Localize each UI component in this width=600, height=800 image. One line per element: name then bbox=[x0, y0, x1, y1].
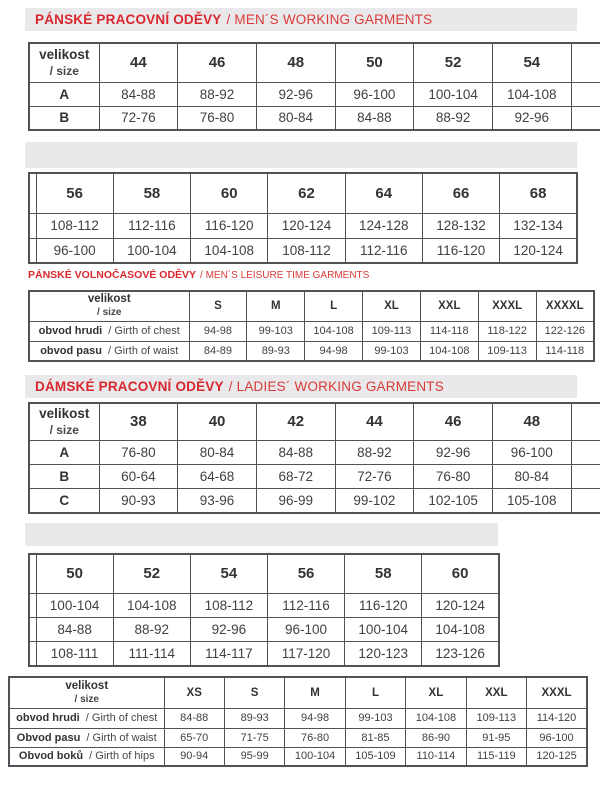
value-cell: 88-92 bbox=[414, 106, 493, 130]
value-cell: 95-99 bbox=[224, 747, 284, 766]
size-col-header: 44 bbox=[335, 403, 414, 440]
value-cell: 116-120 bbox=[345, 593, 422, 617]
size-col-header: L bbox=[345, 677, 405, 708]
measure-czech: obvod hrudi bbox=[38, 325, 103, 337]
size-label-english: / size bbox=[74, 693, 99, 705]
measure-czech: obvod pasu bbox=[40, 344, 102, 357]
measure-czech: Obvod boků bbox=[18, 750, 84, 763]
value-cell: 120-125 bbox=[527, 747, 587, 766]
value-cell: 118-122 bbox=[478, 321, 536, 341]
value-cell: 86-90 bbox=[406, 728, 466, 747]
value-cell: 120-124 bbox=[268, 213, 345, 238]
table-ladies-working-1 bbox=[28, 402, 600, 514]
value-cell: 104-108 bbox=[422, 617, 499, 641]
size-label-english: / size bbox=[97, 307, 122, 319]
value-cell: 96-99 bbox=[256, 488, 335, 513]
value-cell: 120-124 bbox=[422, 593, 499, 617]
value-cell: 114-118 bbox=[420, 321, 478, 341]
size-col-header: XXL bbox=[466, 677, 526, 708]
value-cell: 99-102 bbox=[335, 488, 414, 513]
size-col-header: 64 bbox=[345, 173, 422, 213]
size-col-header: 46 bbox=[178, 43, 257, 82]
table-mens-working-2 bbox=[28, 172, 578, 264]
value-cell: 99-103 bbox=[363, 341, 421, 361]
size-col-header: XXXL bbox=[527, 677, 587, 708]
size-col-header: XXXXL bbox=[536, 291, 594, 321]
value-cell: 60-64 bbox=[99, 464, 178, 488]
value-cell: 92-96 bbox=[492, 106, 571, 130]
cut-column bbox=[29, 213, 36, 238]
measure-english: / Girth of chest bbox=[108, 325, 180, 337]
cut-column bbox=[29, 593, 36, 617]
cut-column bbox=[29, 617, 36, 641]
heading-english: / LADIES´ WORKING GARMENTS bbox=[228, 379, 444, 394]
value-cell: 128-132 bbox=[422, 213, 499, 238]
value-cell: 100-104 bbox=[345, 617, 422, 641]
measure-english: / Girth of hips bbox=[89, 750, 155, 763]
cut-column bbox=[571, 106, 600, 130]
size-col-header: 40 bbox=[178, 403, 257, 440]
size-col-header: S bbox=[189, 291, 247, 321]
value-cell: 108-111 bbox=[36, 641, 113, 666]
value-cell: 64-68 bbox=[178, 464, 257, 488]
cut-column bbox=[571, 488, 600, 513]
size-col-header: XS bbox=[164, 677, 224, 708]
value-cell: 114-120 bbox=[527, 708, 587, 728]
value-cell: 88-92 bbox=[178, 82, 257, 106]
row-label-cell: B bbox=[29, 106, 99, 130]
size-col-header: 62 bbox=[268, 173, 345, 213]
measure-label-cell bbox=[9, 708, 164, 728]
value-cell: 65-70 bbox=[164, 728, 224, 747]
value-cell: 108-112 bbox=[36, 213, 113, 238]
size-col-header: S bbox=[224, 677, 284, 708]
size-label-english: / size bbox=[49, 63, 79, 78]
value-cell: 94-98 bbox=[285, 708, 345, 728]
value-cell: 88-92 bbox=[113, 617, 190, 641]
measure-english: / Girth of chest bbox=[85, 712, 158, 724]
section-heading-ladies-working bbox=[25, 375, 577, 398]
value-cell: 96-100 bbox=[267, 617, 344, 641]
size-col-header: 44 bbox=[99, 43, 178, 82]
size-label-english: / size bbox=[49, 422, 79, 437]
value-cell: 96-100 bbox=[335, 82, 414, 106]
value-cell: 90-94 bbox=[164, 747, 224, 766]
size-col-header: 54 bbox=[190, 554, 267, 593]
value-cell: 123-126 bbox=[422, 641, 499, 666]
value-cell: 116-120 bbox=[422, 238, 499, 263]
value-cell: 104-108 bbox=[406, 708, 466, 728]
value-cell: 68-72 bbox=[256, 464, 335, 488]
value-cell: 84-89 bbox=[189, 341, 247, 361]
size-col-header: M bbox=[247, 291, 305, 321]
value-cell: 102-105 bbox=[414, 488, 493, 513]
size-col-header: 54 bbox=[492, 43, 571, 82]
value-cell: 89-93 bbox=[224, 708, 284, 728]
value-cell: 109-113 bbox=[478, 341, 536, 361]
value-cell: 104-108 bbox=[191, 238, 268, 263]
value-cell: 72-76 bbox=[99, 106, 178, 130]
value-cell: 108-112 bbox=[190, 593, 267, 617]
value-cell: 104-108 bbox=[113, 593, 190, 617]
size-header-cell bbox=[29, 43, 99, 82]
value-cell: 92-96 bbox=[190, 617, 267, 641]
value-cell: 99-103 bbox=[345, 708, 405, 728]
value-cell: 90-93 bbox=[99, 488, 178, 513]
table-ladies-sizes bbox=[8, 676, 588, 767]
value-cell: 94-98 bbox=[305, 341, 363, 361]
value-cell: 117-120 bbox=[267, 641, 344, 666]
heading-czech: PÁNSKÉ PRACOVNÍ ODĚVY bbox=[35, 12, 222, 27]
value-cell: 88-92 bbox=[335, 440, 414, 464]
size-col-header: XXXL bbox=[478, 291, 536, 321]
cut-column bbox=[29, 238, 36, 263]
heading-czech: PÁNSKÉ VOLNOČASOVÉ ODĚVY bbox=[28, 269, 197, 281]
value-cell: 104-108 bbox=[420, 341, 478, 361]
value-cell: 100-104 bbox=[36, 593, 113, 617]
value-cell: 115-119 bbox=[466, 747, 526, 766]
value-cell: 114-117 bbox=[190, 641, 267, 666]
value-cell: 76-80 bbox=[178, 106, 257, 130]
section-heading-mens-leisure bbox=[28, 269, 369, 281]
value-cell: 112-116 bbox=[113, 213, 190, 238]
value-cell: 80-84 bbox=[178, 440, 257, 464]
row-label-cell: A bbox=[29, 82, 99, 106]
value-cell: 80-84 bbox=[492, 464, 571, 488]
cut-column bbox=[571, 464, 600, 488]
size-header-cell bbox=[29, 403, 99, 440]
value-cell: 100-104 bbox=[414, 82, 493, 106]
value-cell: 92-96 bbox=[414, 440, 493, 464]
size-col-header: 58 bbox=[345, 554, 422, 593]
value-cell: 84-88 bbox=[99, 82, 178, 106]
size-col-header: 52 bbox=[414, 43, 493, 82]
value-cell: 109-113 bbox=[466, 708, 526, 728]
size-col-header: 56 bbox=[36, 173, 113, 213]
value-cell: 76-80 bbox=[285, 728, 345, 747]
measure-czech: Obvod pasu bbox=[16, 731, 81, 744]
measure-english: / Girth of waist bbox=[108, 344, 179, 357]
table-ladies-working-2 bbox=[28, 553, 500, 667]
size-col-header: XL bbox=[363, 291, 421, 321]
value-cell: 96-100 bbox=[36, 238, 113, 263]
measure-label-cell bbox=[9, 747, 164, 766]
row-label-cell: B bbox=[29, 464, 99, 488]
size-col-header: 50 bbox=[36, 554, 113, 593]
heading-english: / MEN´S LEISURE TIME GARMENTS bbox=[200, 269, 370, 281]
cut-column bbox=[571, 440, 600, 464]
value-cell: 94-98 bbox=[189, 321, 247, 341]
value-cell: 93-96 bbox=[178, 488, 257, 513]
value-cell: 124-128 bbox=[345, 213, 422, 238]
row-label-cell: C bbox=[29, 488, 99, 513]
value-cell: 81-85 bbox=[345, 728, 405, 747]
value-cell: 100-104 bbox=[285, 747, 345, 766]
size-col-header: 50 bbox=[335, 43, 414, 82]
value-cell: 71-75 bbox=[224, 728, 284, 747]
size-col-header: 60 bbox=[422, 554, 499, 593]
value-cell: 72-76 bbox=[335, 464, 414, 488]
value-cell: 122-126 bbox=[536, 321, 594, 341]
heading-english: / MEN´S WORKING GARMENTS bbox=[226, 12, 433, 27]
section-heading-mens-working bbox=[25, 8, 577, 31]
measure-label-cell bbox=[29, 341, 189, 361]
cut-column bbox=[29, 173, 36, 213]
value-cell: 92-96 bbox=[256, 82, 335, 106]
value-cell: 112-116 bbox=[267, 593, 344, 617]
value-cell: 112-116 bbox=[345, 238, 422, 263]
value-cell: 105-109 bbox=[345, 747, 405, 766]
value-cell: 84-88 bbox=[335, 106, 414, 130]
value-cell: 99-103 bbox=[247, 321, 305, 341]
table-mens-working-1 bbox=[28, 42, 600, 131]
size-col-header: 60 bbox=[191, 173, 268, 213]
size-col-header: L bbox=[305, 291, 363, 321]
row-label-cell: A bbox=[29, 440, 99, 464]
value-cell: 80-84 bbox=[256, 106, 335, 130]
value-cell: 110-114 bbox=[406, 747, 466, 766]
size-col-header: 46 bbox=[414, 403, 493, 440]
value-cell: 76-80 bbox=[414, 464, 493, 488]
size-header-cell bbox=[9, 677, 164, 708]
value-cell: 105-108 bbox=[492, 488, 571, 513]
size-col-header: 42 bbox=[256, 403, 335, 440]
measure-label-cell bbox=[29, 321, 189, 341]
table-mens-leisure bbox=[28, 290, 595, 362]
size-col-header: 66 bbox=[422, 173, 499, 213]
value-cell: 96-100 bbox=[527, 728, 587, 747]
measure-english: / Girth of waist bbox=[86, 731, 157, 744]
value-cell: 109-113 bbox=[363, 321, 421, 341]
size-label-czech: velikost bbox=[87, 293, 131, 306]
value-cell: 84-88 bbox=[36, 617, 113, 641]
size-col-header: 68 bbox=[500, 173, 577, 213]
cut-column bbox=[571, 82, 600, 106]
value-cell: 120-124 bbox=[500, 238, 577, 263]
size-col-header: 52 bbox=[113, 554, 190, 593]
size-col-header: 48 bbox=[492, 403, 571, 440]
size-col-header: 58 bbox=[113, 173, 190, 213]
separator-bar bbox=[25, 523, 498, 546]
value-cell: 132-134 bbox=[500, 213, 577, 238]
value-cell: 91-95 bbox=[466, 728, 526, 747]
heading-czech: DÁMSKÉ PRACOVNÍ ODĚVY bbox=[35, 379, 224, 394]
size-col-header: XXL bbox=[420, 291, 478, 321]
size-label-czech: velikost bbox=[39, 406, 90, 422]
cut-column bbox=[571, 43, 600, 82]
value-cell: 104-108 bbox=[492, 82, 571, 106]
cut-column bbox=[571, 403, 600, 440]
size-label-czech: velikost bbox=[39, 47, 90, 63]
cut-column bbox=[29, 641, 36, 666]
value-cell: 120-123 bbox=[345, 641, 422, 666]
value-cell: 114-118 bbox=[536, 341, 594, 361]
value-cell: 84-88 bbox=[256, 440, 335, 464]
value-cell: 100-104 bbox=[113, 238, 190, 263]
size-label-czech: velikost bbox=[65, 679, 109, 692]
measure-label-cell bbox=[9, 728, 164, 747]
size-col-header: XL bbox=[406, 677, 466, 708]
value-cell: 76-80 bbox=[99, 440, 178, 464]
separator-bar bbox=[25, 142, 577, 168]
size-header-cell bbox=[29, 291, 189, 321]
value-cell: 104-108 bbox=[305, 321, 363, 341]
value-cell: 84-88 bbox=[164, 708, 224, 728]
value-cell: 111-114 bbox=[113, 641, 190, 666]
value-cell: 89-93 bbox=[247, 341, 305, 361]
value-cell: 108-112 bbox=[268, 238, 345, 263]
size-col-header: 56 bbox=[267, 554, 344, 593]
size-col-header: 38 bbox=[99, 403, 178, 440]
size-col-header: M bbox=[285, 677, 345, 708]
value-cell: 96-100 bbox=[492, 440, 571, 464]
cut-column bbox=[29, 554, 36, 593]
value-cell: 116-120 bbox=[191, 213, 268, 238]
size-col-header: 48 bbox=[256, 43, 335, 82]
measure-czech: obvod hrudi bbox=[16, 712, 80, 724]
